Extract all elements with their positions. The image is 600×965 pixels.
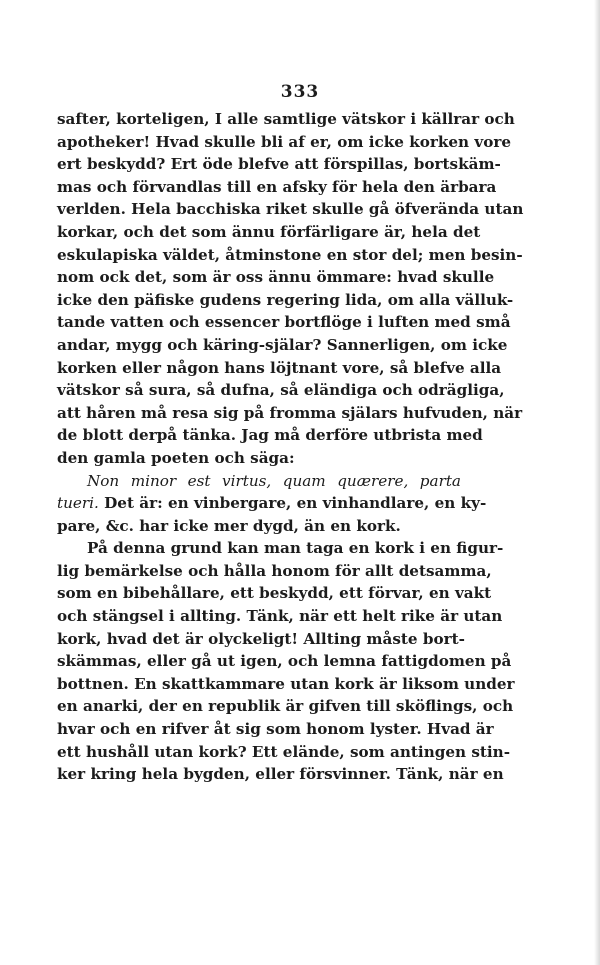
line-text: hvar och en rifver åt sig som honom lyster. Hvad är (57, 720, 494, 739)
line-text: På denna grund kan man taga en kork i en figur- (87, 539, 504, 558)
line-text: mas och förvandlas till en afsky för hela den ärbara (57, 177, 497, 196)
text-line (57, 741, 511, 764)
page-edge (594, 0, 600, 965)
line-text: apotheker! Hvad skulle bli af er, om icke korken vore (57, 132, 511, 151)
text-line (57, 244, 523, 267)
line-text: att håren må resa sig på fromma själars hufvuden, när (57, 403, 523, 422)
line-text: ert beskydd? Ert öde blefve att förspillas, bortskäm- (57, 155, 501, 174)
text-line (57, 198, 524, 221)
line-text: bottnen. En skattkammare utan kork är liksom under (57, 674, 515, 693)
text-line (57, 582, 492, 605)
latin-quote-text: Non minor est virtus, quam quærere, parta (87, 471, 461, 490)
text-line (57, 650, 512, 673)
line-text: som en bibehållare, ett beskydd, ett förvar, en vakt (57, 584, 492, 603)
text-line (57, 334, 508, 357)
text-line (57, 176, 497, 199)
line-text: tande vatten och essencer bortflöge i luften med små (57, 313, 511, 332)
line-text: andar, mygg och käring-själar? Sannerligen, om icke (57, 335, 508, 354)
line-text: ett hushåll utan kork? Ett elände, som antingen stin- (57, 742, 511, 761)
text-line (57, 763, 504, 786)
text-line (57, 447, 461, 470)
line-text: ker kring hela bygden, eller försvinner. Tänk, när en (57, 765, 504, 784)
text-line (57, 311, 511, 334)
text-line (57, 492, 487, 515)
line-text: korkar, och det som ännu förfärligare är, hela det (57, 222, 481, 241)
text-line (57, 153, 501, 176)
line-text: Det är: en vinbergare, en vinhandlare, en ky- (98, 494, 487, 513)
line-text: en anarki, der en republik är gifven till sköflings, och (57, 697, 514, 716)
text-line (57, 718, 494, 741)
line-text: och stängsel i allting. Tänk, när ett helt rike är utan (57, 607, 503, 626)
text-line (57, 628, 465, 651)
text-line (57, 515, 461, 538)
line-text: pare, &c. har icke mer dygd, än en kork. (57, 516, 401, 535)
text-line (57, 379, 505, 402)
line-text: icke den päfiske gudens regering lida, om alla välluk- (57, 290, 514, 309)
text-line (57, 357, 502, 380)
line-text: nom ock det, som är oss ännu ömmare: hvad skulle (57, 268, 495, 287)
line-text: kork, hvad det är olyckeligt! Allting måste bort- (57, 629, 465, 648)
text-line (57, 605, 503, 628)
line-text: eskulapiska väldet, åtminstone en stor del; men besin- (57, 245, 523, 264)
text-line (57, 131, 511, 154)
text-line (57, 221, 481, 244)
body-text (57, 108, 524, 786)
text-line (57, 695, 514, 718)
text-line (57, 402, 523, 425)
latin-quote-text: tueri. (57, 494, 99, 513)
line-text: skämmas, eller gå ut igen, och lemna fattigdomen på (57, 652, 512, 671)
text-line (57, 266, 495, 289)
text-line (57, 470, 461, 493)
line-text: safter, korteligen, I alle samtlige vätskor i källrar och (57, 110, 515, 128)
text-line (57, 289, 514, 312)
line-text: de blott derpå tänka. Jag må derföre utbrista med (57, 426, 483, 445)
line-text: korken eller någon hans löjtnant vore, så blefve alla (57, 358, 502, 377)
line-text: verlden. Hela bacchiska riket skulle gå öfverända utan (57, 200, 524, 219)
page-number: 333 (280, 82, 320, 102)
text-line (57, 560, 492, 583)
text-line (57, 108, 515, 131)
line-text: vätskor så sura, så dufna, så eländiga och odrägliga, (57, 381, 505, 400)
text-line (57, 537, 504, 560)
text-line (57, 673, 515, 696)
line-text: den gamla poeten och säga: (57, 448, 295, 467)
line-text: lig bemärkelse och hålla honom för allt detsamma, (57, 561, 492, 580)
text-line (57, 424, 483, 447)
